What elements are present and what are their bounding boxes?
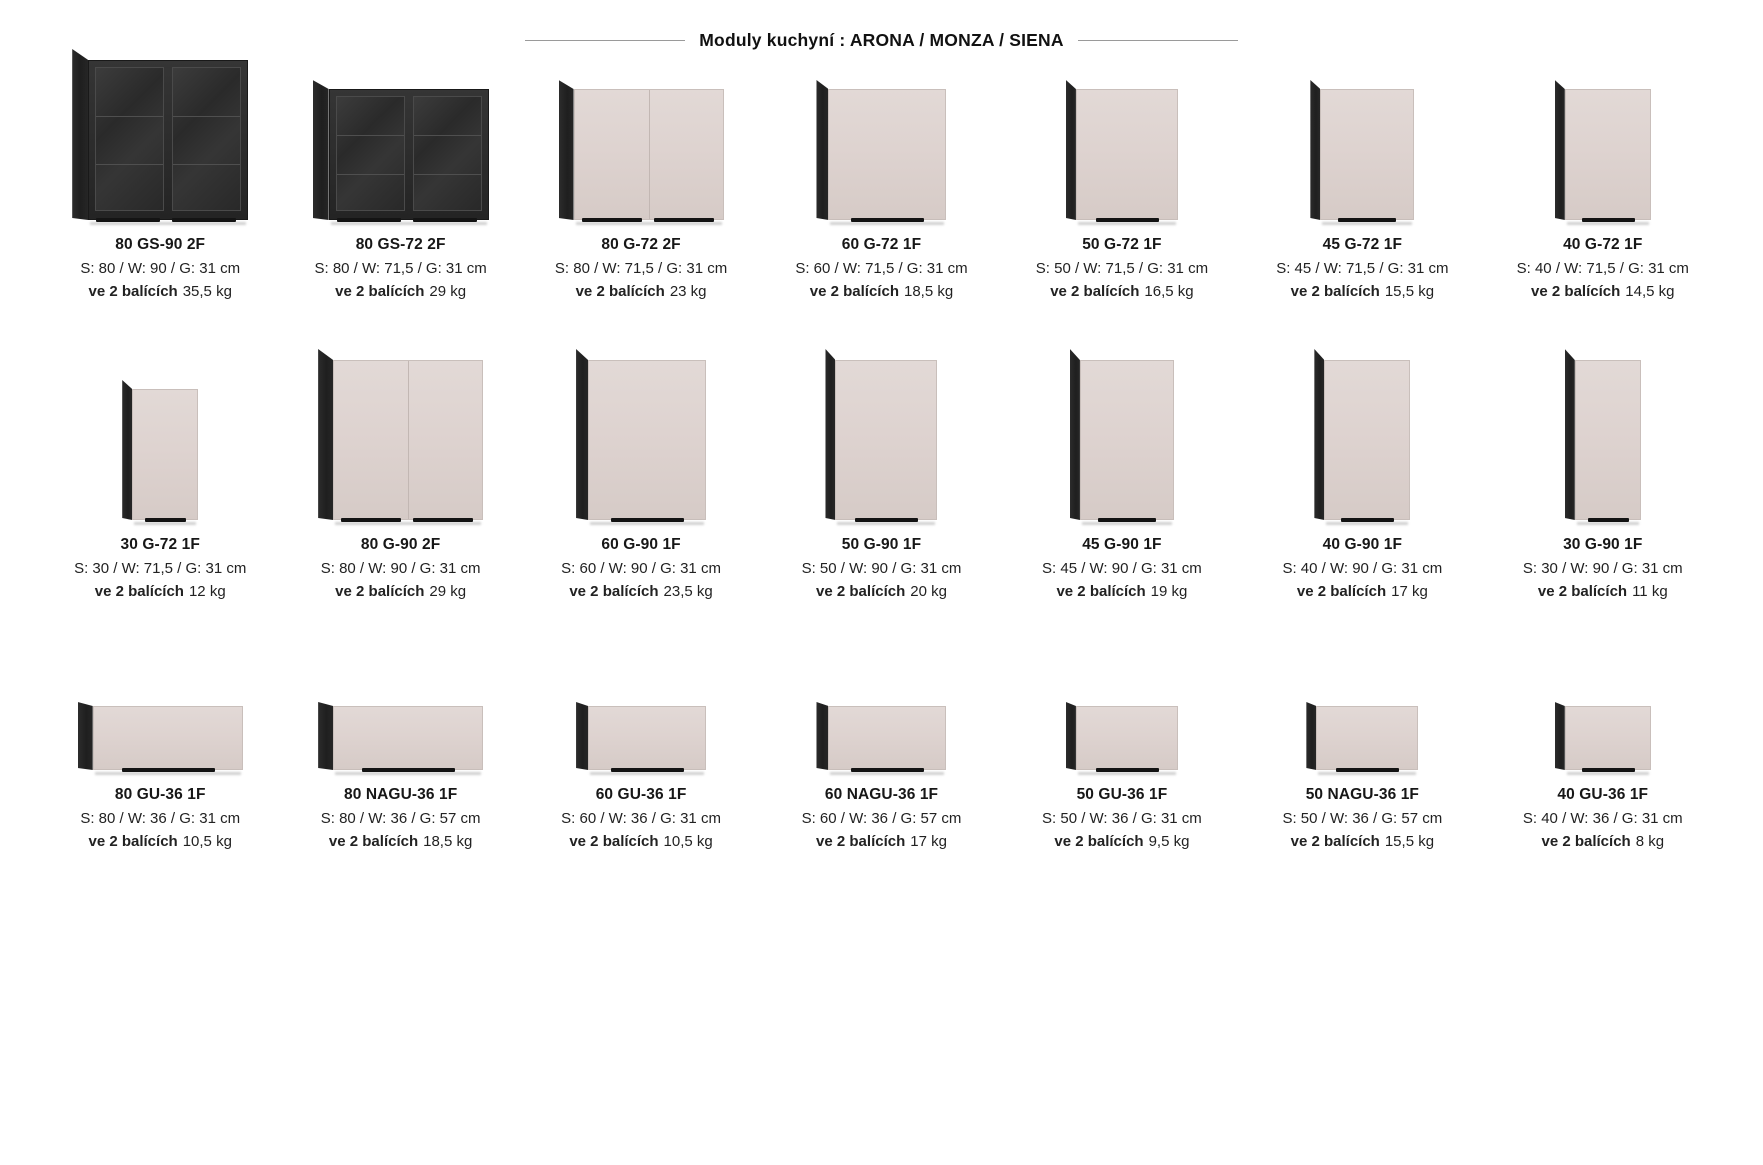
packaging-label: ve 2 balících xyxy=(88,282,178,300)
glass-pane xyxy=(336,96,405,211)
module-row-1 xyxy=(0,51,1763,351)
module-packaging xyxy=(321,582,481,602)
module-dimensions: S: 50 / W: 36 / G: 57 cm xyxy=(1282,809,1443,827)
module-weight: 11 kg xyxy=(1632,582,1668,600)
module-weight: 17 kg xyxy=(910,832,947,850)
cabinet-drawing xyxy=(313,80,489,226)
cabinet-side-panel xyxy=(1070,349,1080,520)
module-packaging xyxy=(802,582,962,602)
module-code: 60 GU-36 1F xyxy=(595,786,687,803)
module-item xyxy=(1483,351,1723,651)
cabinet-front xyxy=(1076,89,1178,220)
module-item xyxy=(1483,651,1723,896)
module-caption xyxy=(80,235,240,301)
cabinet-side-panel xyxy=(1066,80,1076,220)
packaging-label: ve 2 balících xyxy=(335,282,425,300)
module-caption xyxy=(1282,535,1442,601)
module-weight: 8 kg xyxy=(1635,832,1665,850)
glass-pane xyxy=(95,67,164,211)
cabinet-drawing xyxy=(816,702,946,776)
module-item xyxy=(1242,51,1482,351)
module-item xyxy=(761,51,1001,351)
module-code: 45 G-90 1F xyxy=(1082,536,1162,553)
cabinet-drawing xyxy=(1310,80,1414,226)
module-weight: 29 kg xyxy=(429,282,467,300)
module-packaging xyxy=(314,282,486,302)
module-item xyxy=(280,51,520,351)
module-packaging xyxy=(1282,582,1442,602)
module-caption xyxy=(561,535,721,601)
cabinet-side-panel xyxy=(576,702,588,770)
cabinet-drawing xyxy=(122,380,198,526)
drop-shadow xyxy=(1322,222,1412,225)
module-packaging xyxy=(555,282,727,302)
packaging-label: ve 2 balících xyxy=(575,282,665,300)
packaging-label: ve 2 balících xyxy=(569,582,659,600)
packaging-label: ve 2 balících xyxy=(816,832,906,850)
module-image xyxy=(521,351,761,526)
module-weight: 20 kg xyxy=(910,582,947,600)
module-caption xyxy=(314,235,486,301)
module-caption xyxy=(802,785,962,851)
drop-shadow xyxy=(830,222,944,225)
drop-shadow xyxy=(90,222,246,225)
module-caption xyxy=(321,785,481,851)
module-image xyxy=(761,51,1001,226)
cabinet-front xyxy=(132,389,198,520)
module-dimensions: S: 40 / W: 36 / G: 31 cm xyxy=(1522,809,1683,827)
module-item xyxy=(761,351,1001,651)
cabinet-side-panel xyxy=(816,702,828,770)
module-packaging xyxy=(561,582,721,602)
cabinet-drawing xyxy=(576,702,706,776)
module-dimensions: S: 60 / W: 36 / G: 31 cm xyxy=(561,809,721,827)
module-dimensions: S: 30 / W: 90 / G: 31 cm xyxy=(1522,559,1683,577)
header-rule-right xyxy=(1078,40,1238,41)
module-caption xyxy=(80,785,240,851)
module-code: 80 GU-36 1F xyxy=(114,786,206,803)
module-dimensions: S: 45 / W: 90 / G: 31 cm xyxy=(1042,559,1202,577)
module-code: 50 G-90 1F xyxy=(841,536,922,553)
module-code: 60 NAGU-36 1F xyxy=(824,786,939,803)
module-dimensions: S: 80 / W: 90 / G: 31 cm xyxy=(320,559,481,577)
cabinet-front xyxy=(1076,706,1178,770)
module-item xyxy=(1483,51,1723,351)
module-item xyxy=(1002,51,1242,351)
module-caption xyxy=(74,535,246,601)
module-caption xyxy=(321,535,481,601)
module-item xyxy=(1242,651,1482,896)
module-weight: 15,5 kg xyxy=(1384,832,1435,850)
module-image xyxy=(1483,51,1723,226)
drop-shadow xyxy=(1577,522,1639,525)
packaging-label: ve 2 balících xyxy=(94,582,184,600)
module-weight: 14,5 kg xyxy=(1625,282,1675,300)
packaging-label: ve 2 balících xyxy=(1056,582,1146,600)
drop-shadow xyxy=(335,522,481,525)
door-divider xyxy=(408,361,409,519)
cabinet-front xyxy=(835,360,937,520)
drop-shadow xyxy=(830,772,944,775)
drop-shadow xyxy=(1078,222,1176,225)
packaging-label: ve 2 balících xyxy=(328,832,419,850)
cabinet-side-panel xyxy=(78,702,93,770)
cabinet-front xyxy=(1316,706,1418,770)
drop-shadow xyxy=(1567,222,1649,225)
module-image xyxy=(521,651,761,776)
module-code: 60 G-72 1F xyxy=(841,236,922,253)
module-packaging xyxy=(1276,282,1448,302)
module-item xyxy=(40,351,280,651)
module-item xyxy=(521,651,761,896)
packaging-label: ve 2 balících xyxy=(1537,582,1628,600)
cabinet-drawing xyxy=(318,349,483,526)
module-image xyxy=(1002,51,1242,226)
packaging-label: ve 2 balících xyxy=(1054,832,1144,850)
module-code: 50 G-72 1F xyxy=(1082,236,1162,253)
module-image xyxy=(1242,351,1482,526)
module-caption xyxy=(561,785,721,851)
cabinet-side-panel xyxy=(1314,349,1324,520)
module-item xyxy=(1242,351,1482,651)
cabinet-side-panel xyxy=(1306,702,1316,770)
module-image xyxy=(1483,651,1723,776)
module-image xyxy=(761,651,1001,776)
module-caption xyxy=(1042,785,1202,851)
glass-pane xyxy=(172,67,241,211)
module-image xyxy=(1002,351,1242,526)
module-item xyxy=(1002,651,1242,896)
cabinet-front xyxy=(1080,360,1174,520)
module-caption xyxy=(1523,785,1683,851)
cabinet-front xyxy=(1565,89,1651,220)
cabinet-side-panel xyxy=(313,80,329,220)
module-item xyxy=(1002,351,1242,651)
module-packaging xyxy=(795,282,967,302)
module-packaging xyxy=(1523,582,1683,602)
module-dimensions: S: 50 / W: 36 / G: 31 cm xyxy=(1042,809,1202,827)
module-weight: 18,5 kg xyxy=(423,832,473,850)
module-caption xyxy=(1523,535,1683,601)
glass-pane xyxy=(413,96,482,211)
module-row-3 xyxy=(0,651,1763,896)
module-image xyxy=(1002,651,1242,776)
cabinet-side-panel xyxy=(318,349,333,520)
module-packaging xyxy=(1042,582,1202,602)
module-dimensions: S: 40 / W: 71,5 / G: 31 cm xyxy=(1516,259,1689,277)
module-dimensions: S: 40 / W: 90 / G: 31 cm xyxy=(1282,559,1443,577)
module-item xyxy=(761,651,1001,896)
module-packaging xyxy=(80,282,240,302)
cabinet-front xyxy=(828,89,946,220)
cabinet-front xyxy=(1324,360,1410,520)
drop-shadow xyxy=(331,222,487,225)
cabinet-front xyxy=(333,706,483,770)
module-code: 80 G-72 2F xyxy=(601,236,681,253)
module-weight: 16,5 kg xyxy=(1144,282,1194,300)
module-dimensions: S: 80 / W: 90 / G: 31 cm xyxy=(80,259,241,277)
module-dimensions: S: 80 / W: 71,5 / G: 31 cm xyxy=(314,259,487,277)
module-code: 30 G-72 1F xyxy=(120,536,200,553)
module-weight: 23 kg xyxy=(669,282,707,300)
cabinet-drawing xyxy=(1565,349,1641,526)
module-weight: 15,5 kg xyxy=(1384,282,1435,300)
cabinet-side-panel xyxy=(1565,349,1575,520)
module-caption xyxy=(1042,535,1202,601)
page-title: Moduly kuchyní : ARONA / MONZA / SIENA xyxy=(699,30,1064,50)
module-dimensions: S: 45 / W: 71,5 / G: 31 cm xyxy=(1276,259,1449,277)
module-item xyxy=(280,651,520,896)
module-row-2 xyxy=(0,351,1763,651)
module-item xyxy=(40,51,280,351)
module-weight: 9,5 kg xyxy=(1148,832,1190,850)
packaging-label: ve 2 balících xyxy=(335,582,425,600)
cabinet-front xyxy=(93,706,243,770)
module-packaging xyxy=(1036,282,1208,302)
module-caption xyxy=(1282,785,1442,851)
module-dimensions: S: 60 / W: 71,5 / G: 31 cm xyxy=(795,259,968,277)
packaging-label: ve 2 balících xyxy=(1050,282,1140,300)
module-caption xyxy=(555,235,727,301)
packaging-label: ve 2 balících xyxy=(569,832,659,850)
module-code: 80 G-90 2F xyxy=(360,536,441,553)
module-caption xyxy=(1276,235,1448,301)
module-caption xyxy=(1517,235,1689,301)
module-code: 40 G-72 1F xyxy=(1563,236,1643,253)
cabinet-drawing xyxy=(1555,702,1651,776)
module-weight: 10,5 kg xyxy=(182,832,232,850)
packaging-label: ve 2 balících xyxy=(1296,582,1387,600)
module-weight: 18,5 kg xyxy=(903,282,954,300)
module-item xyxy=(521,51,761,351)
module-dimensions: S: 50 / W: 71,5 / G: 31 cm xyxy=(1035,259,1209,277)
packaging-label: ve 2 balících xyxy=(809,282,899,300)
cabinet-drawing xyxy=(1066,702,1178,776)
module-code: 40 G-90 1F xyxy=(1322,536,1403,553)
cabinet-drawing xyxy=(559,80,724,226)
cabinet-side-panel xyxy=(122,380,132,520)
module-image xyxy=(1242,651,1482,776)
module-packaging xyxy=(561,832,721,852)
module-image xyxy=(280,51,520,226)
header-rule-left xyxy=(525,40,685,41)
module-dimensions: S: 80 / W: 36 / G: 57 cm xyxy=(320,809,481,827)
module-image xyxy=(1242,51,1482,226)
cabinet-drawing xyxy=(576,349,706,526)
module-packaging xyxy=(321,832,481,852)
module-packaging xyxy=(1517,282,1689,302)
packaging-label: ve 2 balících xyxy=(1531,282,1621,300)
module-code: 45 G-72 1F xyxy=(1322,236,1403,253)
module-image xyxy=(761,351,1001,526)
module-dimensions: S: 80 / W: 36 / G: 31 cm xyxy=(80,809,241,827)
module-code: 40 GU-36 1F xyxy=(1557,786,1649,803)
cabinet-drawing xyxy=(1555,80,1651,226)
packaging-label: ve 2 balících xyxy=(1290,832,1380,850)
cabinet-side-panel xyxy=(816,80,828,220)
cabinet-front xyxy=(1320,89,1414,220)
packaging-label: ve 2 balících xyxy=(1541,832,1631,850)
drop-shadow xyxy=(95,772,241,775)
module-dimensions: S: 30 / W: 71,5 / G: 31 cm xyxy=(74,559,247,577)
cabinet-side-panel xyxy=(1310,80,1320,220)
module-packaging xyxy=(1042,832,1202,852)
module-dimensions: S: 60 / W: 90 / G: 31 cm xyxy=(561,559,721,577)
cabinet-drawing xyxy=(825,349,937,526)
module-item xyxy=(40,651,280,896)
module-weight: 19 kg xyxy=(1150,582,1188,600)
module-dimensions: S: 60 / W: 36 / G: 57 cm xyxy=(801,809,962,827)
page-header xyxy=(0,0,1763,51)
drop-shadow xyxy=(1318,772,1416,775)
drop-shadow xyxy=(576,222,722,225)
module-code: 80 GS-72 2F xyxy=(355,236,446,253)
cabinet-side-panel xyxy=(559,80,574,220)
module-code: 60 G-90 1F xyxy=(601,536,681,553)
drop-shadow xyxy=(1078,772,1176,775)
module-packaging xyxy=(802,832,962,852)
module-code: 50 NAGU-36 1F xyxy=(1305,786,1419,803)
module-code: 80 NAGU-36 1F xyxy=(343,786,458,803)
module-image xyxy=(521,51,761,226)
cabinet-front xyxy=(588,360,706,520)
cabinet-front xyxy=(1565,706,1651,770)
module-code: 80 GS-90 2F xyxy=(115,236,206,253)
drop-shadow xyxy=(335,772,481,775)
drop-shadow xyxy=(590,522,704,525)
cabinet-drawing xyxy=(816,80,946,226)
module-image xyxy=(40,651,280,776)
cabinet-front xyxy=(1575,360,1641,520)
drop-shadow xyxy=(1082,522,1172,525)
cabinet-side-panel xyxy=(1555,702,1565,770)
cabinet-front xyxy=(828,706,946,770)
cabinet-side-panel xyxy=(72,49,88,220)
cabinet-side-panel xyxy=(825,349,835,520)
module-item xyxy=(280,351,520,651)
module-packaging xyxy=(74,582,246,602)
module-dimensions: S: 50 / W: 90 / G: 31 cm xyxy=(801,559,962,577)
cabinet-side-panel xyxy=(1555,80,1565,220)
module-image xyxy=(40,51,280,226)
module-weight: 23,5 kg xyxy=(663,582,713,600)
module-packaging xyxy=(1523,832,1683,852)
packaging-label: ve 2 balících xyxy=(816,582,906,600)
module-caption xyxy=(795,235,967,301)
drop-shadow xyxy=(134,522,196,525)
module-image xyxy=(1483,351,1723,526)
door-divider xyxy=(649,90,650,219)
cabinet-side-panel xyxy=(318,702,333,770)
module-weight: 10,5 kg xyxy=(663,832,713,850)
cabinet-drawing xyxy=(72,49,248,226)
module-caption xyxy=(802,535,962,601)
cabinet-drawing xyxy=(1306,702,1418,776)
drop-shadow xyxy=(590,772,704,775)
cabinet-drawing xyxy=(318,702,483,776)
cabinet-side-panel xyxy=(1066,702,1076,770)
module-weight: 17 kg xyxy=(1391,582,1428,600)
drop-shadow xyxy=(837,522,935,525)
module-caption xyxy=(1036,235,1208,301)
module-packaging xyxy=(80,832,240,852)
drop-shadow xyxy=(1326,522,1408,525)
module-image xyxy=(40,351,280,526)
module-image xyxy=(280,651,520,776)
packaging-label: ve 2 balících xyxy=(88,832,178,850)
module-weight: 29 kg xyxy=(429,582,467,600)
cabinet-drawing xyxy=(78,702,243,776)
module-packaging xyxy=(1282,832,1442,852)
cabinet-drawing xyxy=(1314,349,1410,526)
module-item xyxy=(521,351,761,651)
cabinet-drawing xyxy=(1070,349,1174,526)
module-weight: 35,5 kg xyxy=(182,282,232,300)
module-image xyxy=(280,351,520,526)
module-weight: 12 kg xyxy=(188,582,226,600)
packaging-label: ve 2 balících xyxy=(1290,282,1380,300)
cabinet-side-panel xyxy=(576,349,588,520)
module-code: 30 G-90 1F xyxy=(1563,536,1643,553)
cabinet-front xyxy=(588,706,706,770)
module-code: 50 GU-36 1F xyxy=(1076,786,1168,803)
drop-shadow xyxy=(1567,772,1649,775)
cabinet-drawing xyxy=(1066,80,1178,226)
module-dimensions: S: 80 / W: 71,5 / G: 31 cm xyxy=(554,259,728,277)
